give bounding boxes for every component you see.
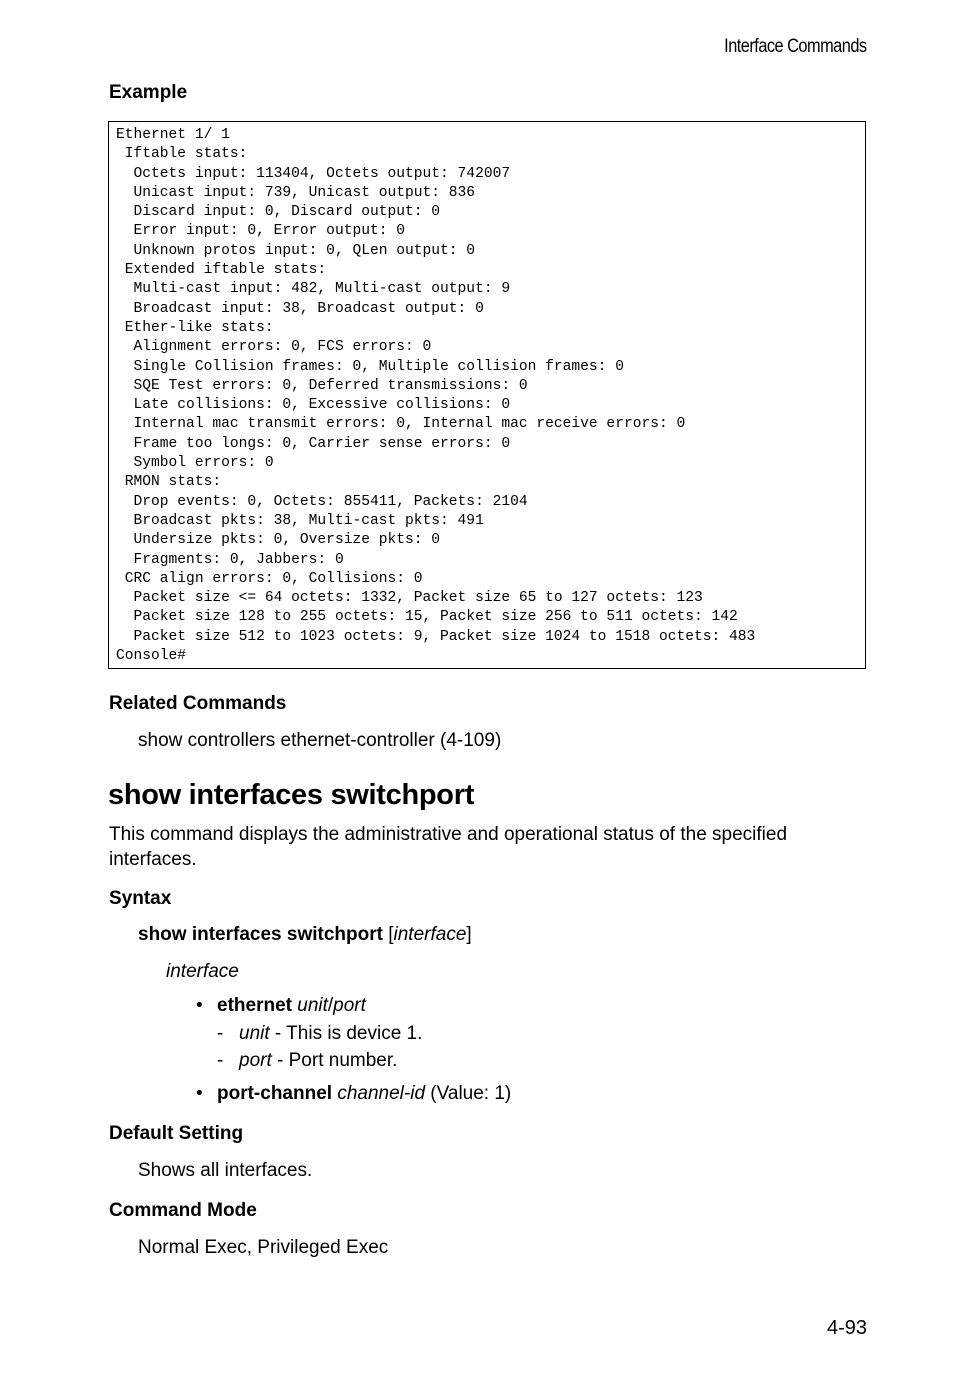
sub-item-term: port [239, 1050, 272, 1071]
default-setting-text: Shows all interfaces. [138, 1160, 313, 1181]
bullet-sep: / [327, 995, 334, 1016]
command-mode-text: Normal Exec, Privileged Exec [138, 1237, 389, 1258]
syntax-line [138, 924, 472, 946]
syntax-param: interface [393, 924, 467, 945]
sub-item-desc: - Port number. [271, 1050, 398, 1071]
related-command-link: show controllers ethernet-controller (4-109) [138, 730, 502, 751]
bullet-mark: • [196, 995, 203, 1016]
bullet-arg: port [333, 995, 366, 1016]
bullet-keyword: port-channel [217, 1083, 333, 1104]
syntax-heading: Syntax [109, 888, 172, 909]
related-commands-heading: Related Commands [109, 693, 287, 714]
default-setting-heading: Default Setting [109, 1123, 244, 1144]
sub-item-term: unit [239, 1023, 270, 1044]
syntax-open-bracket: [ [382, 924, 394, 945]
syntax-close-bracket: ] [466, 924, 472, 945]
command-mode-heading: Command Mode [109, 1200, 257, 1221]
list-item [217, 1023, 422, 1045]
running-header: Interface Commands [724, 36, 867, 57]
code-example-box [108, 121, 866, 669]
list-item [217, 1050, 397, 1072]
section-title: show interfaces switchport [108, 779, 475, 811]
sub-item-desc: - This is device 1. [269, 1023, 423, 1044]
list-item [196, 1083, 511, 1105]
page-number: 4-93 [826, 1317, 867, 1339]
param-label: interface [166, 961, 239, 982]
bullet-keyword: ethernet [217, 995, 292, 1016]
bullet-arg: channel-id [337, 1083, 426, 1104]
example-heading: Example [109, 82, 188, 103]
bullet-mark: • [196, 1083, 203, 1104]
list-item [196, 995, 366, 1017]
syntax-command: show interfaces switchport [138, 924, 383, 945]
section-description: This command displays the administrative and operational status of the specified interfaces. [109, 824, 788, 870]
dash-mark: - [217, 1023, 224, 1044]
code-example: Ethernet 1/ 1 Iftable stats: Octets input: 113404, Octets output: 742007 Unicast input: 739, Unicast output: 836 Discard input: 0, Discard output: 0 Error input: 0, Error output: 0 Unknown protos input: 0, QLen output: 0 Extended iftable stats: Multi-cast input: 482, Multi-cast output: 9 Broadcast input: 38, Broadcast output: 0 Ether-like stats: Alignment errors: 0, FCS errors: 0 Single Collision frames: 0, Multiple collision frames: 0 SQE Test errors: 0, Deferred transmissions: 0 Late collisions: 0, Excessive collisions: 0 Internal mac transmit errors: 0, Internal mac receive errors: 0 Frame too longs: 0, Carrier sense errors: 0 Symbol errors: 0 RMON stats: Drop events: 0, Octets: 855411, Packets: 2104 Broadcast pkts: 38, Multi-cast pkts: 491 Undersize pkts: 0, Oversize pkts: 0 Fragments: 0, Jabbers: 0 CRC align errors: 0, Collisions: 0 Packet size <= 64 octets: 1332, Packet size 65 to 127 octets: 123 Packet size 128 to 255 octets: 15, Packet size 256 to 511 octets: 142 Packet size 512 to 1023 octets: 9, Packet size 1024 to 1518 octets: 483 Console# [116, 127, 756, 665]
bullet-note: (Value: 1) [425, 1083, 512, 1104]
bullet-arg: unit [297, 995, 328, 1016]
dash-mark: - [217, 1050, 224, 1071]
